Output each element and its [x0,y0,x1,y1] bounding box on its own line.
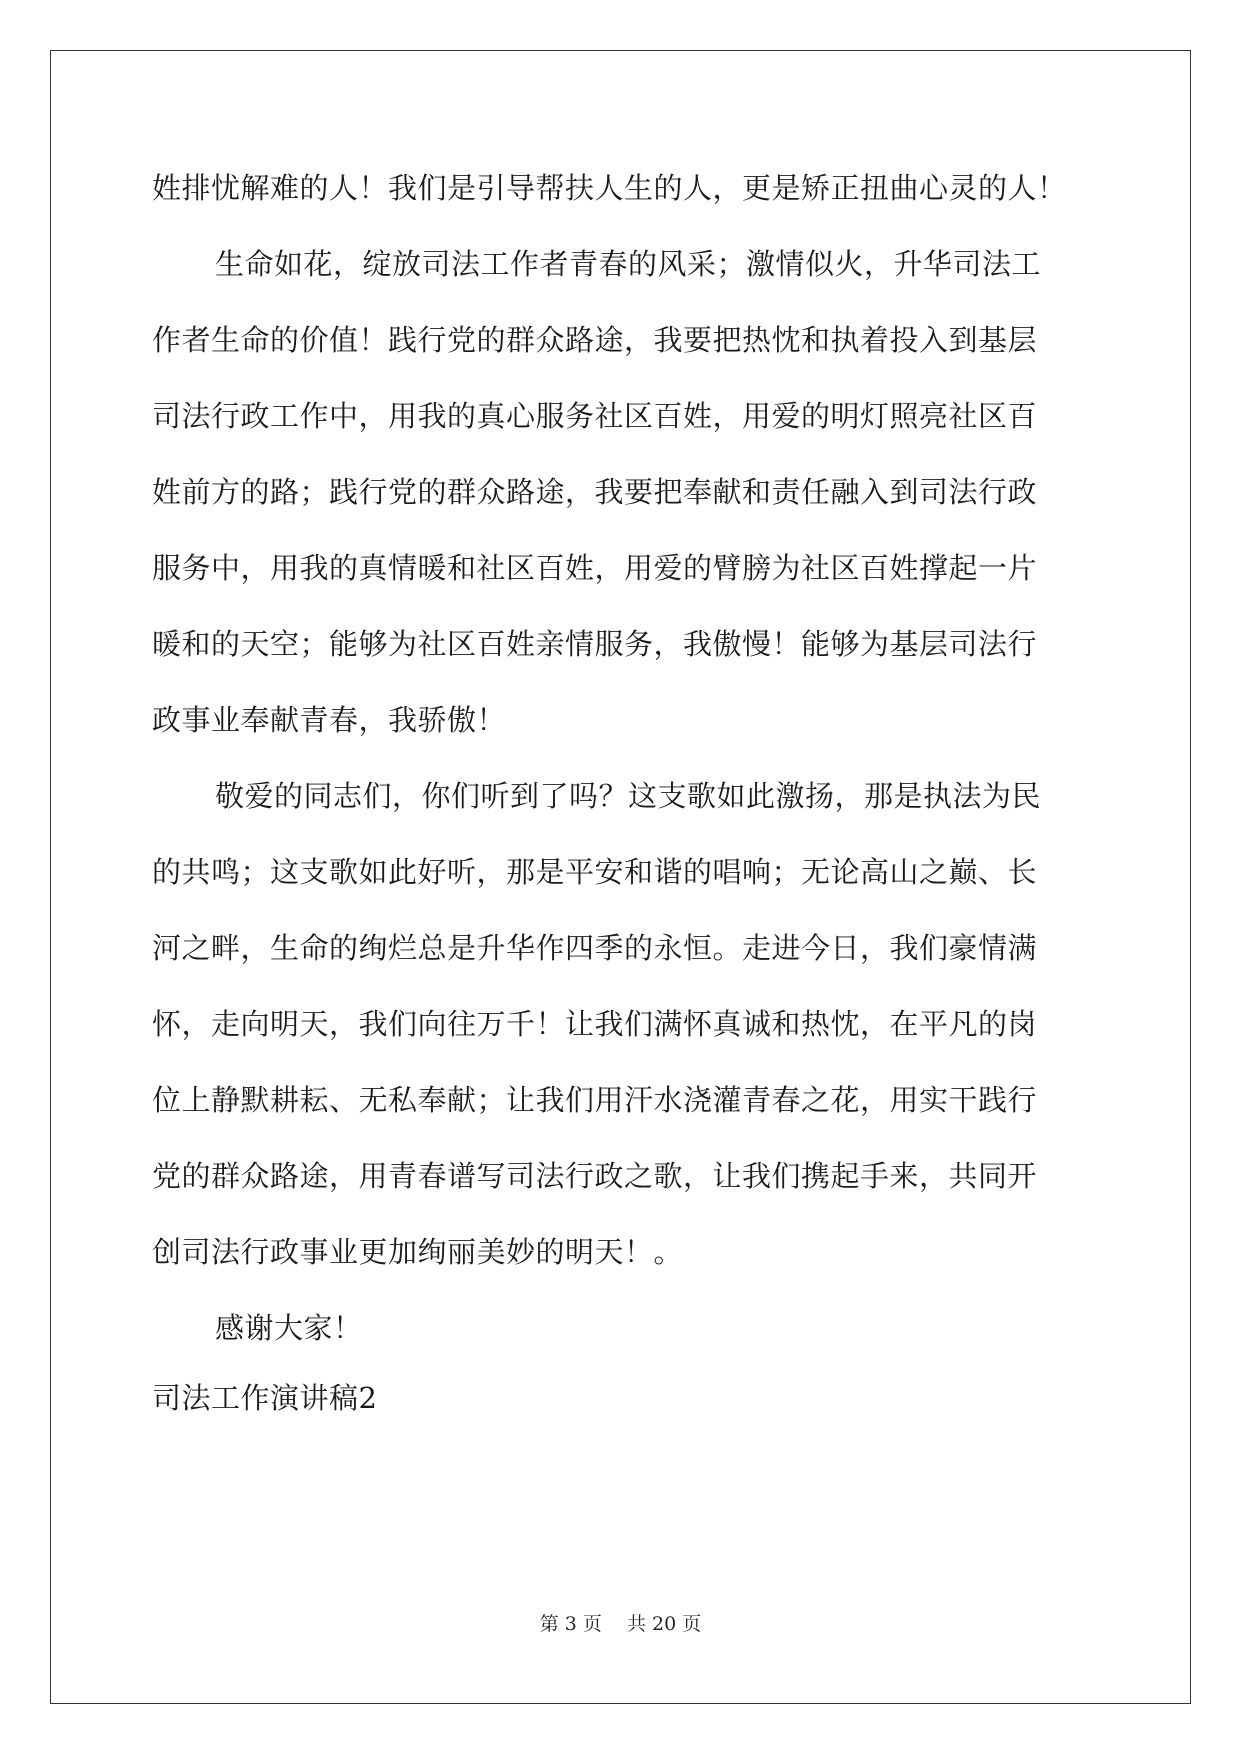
section-title: 司法工作演讲稿2 [152,1381,378,1415]
paragraph-start-line: 生命如花，绽放司法工作者青春的风采；激情似火，升华司法工 [215,247,1042,281]
text-line: 服务中，用我的真情暖和社区百姓，用爱的臂膀为社区百姓撑起一片 [152,551,1038,585]
text-line: 姓排忧解难的人！我们是引导帮扶人生的人，更是矫正扭曲心灵的人！ [152,171,1067,205]
text-line: 位上静默耕耘、无私奉献；让我们用汗水浇灌青春之花，用实干践行 [152,1083,1038,1117]
text-line: 创司法行政事业更加绚丽美妙的明天！。 [152,1235,684,1269]
closing-thanks: 感谢大家！ [215,1311,363,1345]
text-line: 河之畔，生命的绚烂总是升华作四季的永恒。走进今日，我们豪情满 [152,931,1038,965]
text-line: 作者生命的价值！践行党的群众路途，我要把热忱和执着投入到基层 [152,323,1038,357]
text-line: 党的群众路途，用青春谱写司法行政之歌，让我们携起手来，共同开 [152,1159,1038,1193]
page-number-footer: 第 3 页 共 20 页 [539,1613,702,1635]
text-line: 姓前方的路；践行党的群众路途，我要把奉献和责任融入到司法行政 [152,475,1038,509]
text-line: 的共鸣；这支歌如此好听，那是平安和谐的唱响；无论高山之巅、长 [152,855,1038,889]
text-line: 司法行政工作中，用我的真心服务社区百姓，用爱的明灯照亮社区百 [152,399,1038,433]
text-line: 暖和的天空；能够为社区百姓亲情服务，我傲慢！能够为基层司法行 [152,627,1038,661]
text-line: 政事业奉献青春，我骄傲！ [152,703,507,737]
paragraph-start-line: 敬爱的同志们，你们听到了吗？这支歌如此激扬，那是执法为民 [215,779,1042,813]
text-line: 怀，走向明天，我们向往万千！让我们满怀真诚和热忱，在平凡的岗 [152,1007,1038,1041]
